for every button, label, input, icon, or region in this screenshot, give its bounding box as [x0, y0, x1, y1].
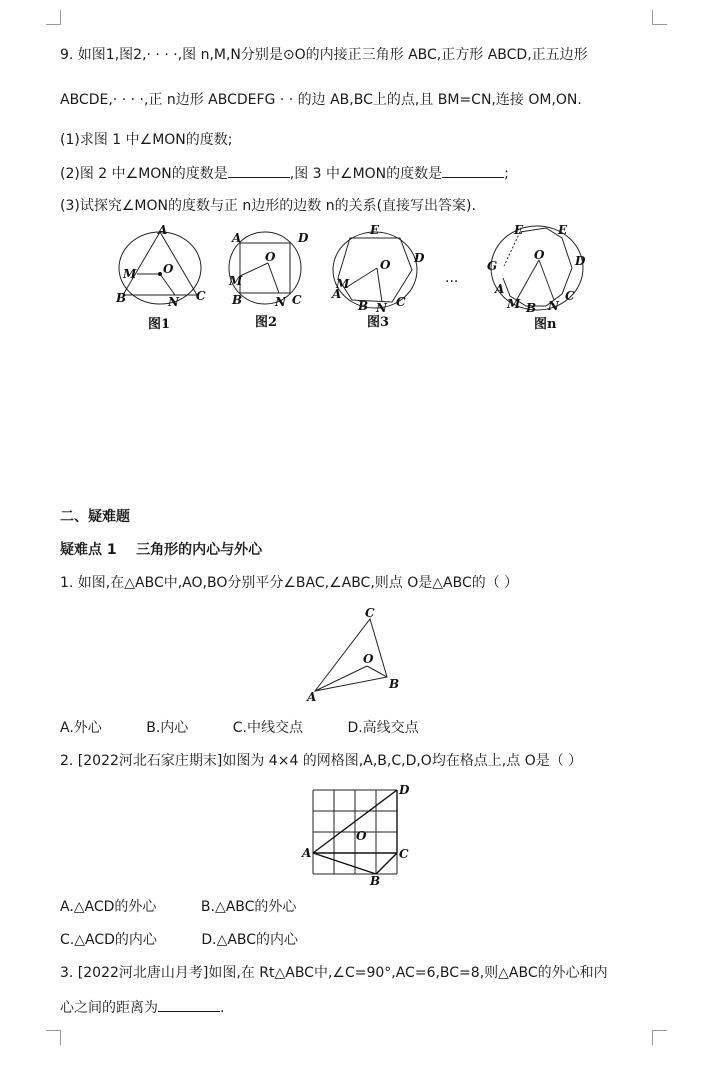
label-a: A [332, 287, 342, 301]
label-m: M [507, 297, 521, 311]
triangle-abc [123, 232, 197, 295]
option-d[interactable]: D.高线交点 [347, 720, 419, 736]
q2-figure [300, 780, 412, 886]
label-m: M [123, 267, 137, 281]
answer-blank[interactable] [442, 163, 504, 178]
q3-stem-text-b: . [220, 1000, 225, 1016]
q9-part3: (3)试探究∠MON的度数与正 n边形的边数 n的关系(直接写出答案). [60, 198, 476, 214]
label-g: G [487, 259, 498, 273]
label-n: N [376, 301, 387, 315]
segment-om [347, 268, 377, 287]
label-c: C [365, 606, 375, 620]
label-b: B [116, 291, 127, 305]
label-a: A [495, 282, 505, 296]
label-m: M [336, 277, 350, 291]
figure-caption: 图3 [367, 315, 390, 330]
label-c: C [565, 289, 575, 303]
label-a: A [302, 846, 312, 860]
label-o: O [356, 829, 367, 843]
segment-ao [315, 666, 367, 691]
label-a: A [232, 231, 242, 245]
q3-stem-line2 [60, 997, 224, 1018]
label-o: O [163, 262, 174, 276]
label-o: O [265, 250, 276, 264]
answer-blank[interactable] [228, 163, 290, 178]
label-b: B [232, 293, 243, 307]
q1-figure [305, 603, 410, 703]
option-a[interactable]: A.外心 [60, 720, 102, 736]
answer-blank[interactable] [158, 997, 220, 1012]
label-a: A [307, 690, 317, 703]
label-c: C [196, 289, 206, 303]
center-point [158, 272, 162, 276]
option-c[interactable]: C.中线交点 [232, 720, 303, 736]
label-d: D [399, 783, 410, 797]
q2-options-row2 [60, 930, 298, 950]
triangle-abc [315, 619, 387, 691]
segment-on [377, 268, 382, 302]
segment-on [539, 260, 554, 300]
figure-caption: 图2 [255, 315, 278, 330]
corner-mark-bottom-right [652, 1030, 667, 1045]
q9-part2-text-a: (2)图 2 中∠MON的度数是 [60, 166, 228, 182]
q9-part2 [60, 163, 509, 184]
corner-mark-top-left [46, 10, 61, 25]
label-m: M [229, 274, 243, 288]
figure-1 [110, 220, 210, 338]
segment-on [160, 274, 175, 295]
option-a[interactable]: A.△ACD的外心 [60, 899, 157, 915]
label-b: B [358, 299, 369, 313]
q1-options [60, 718, 419, 738]
label-n: N [275, 295, 286, 309]
difficulty-title: 疑难点 1 三角形的内心与外心 [60, 542, 263, 558]
section-title: 二、疑难题 [60, 509, 130, 525]
label-o: O [380, 258, 391, 272]
label-c: C [292, 293, 302, 307]
segment-on [268, 263, 279, 293]
label-d: D [414, 251, 425, 265]
option-b[interactable]: B.内心 [146, 720, 189, 736]
option-c[interactable]: C.△ACD的内心 [60, 932, 157, 948]
label-a: A [158, 223, 168, 237]
label-o: O [363, 652, 374, 666]
figure-n [482, 220, 597, 338]
label-d: D [298, 231, 309, 245]
q9-part1: (1)求图 1 中∠MON的度数; [60, 132, 233, 148]
label-b: B [370, 874, 381, 886]
q3-stem-text-a: 心之间的距离为 [60, 1000, 158, 1016]
pentagon [338, 238, 412, 302]
q2-stem: 2. [2022河北石家庄期末]如图为 4×4 的网格图,A,B,C,D,O均在格点上,点 O是（ ） [60, 753, 583, 769]
label-o: O [534, 248, 545, 262]
figure-3 [330, 220, 430, 338]
label-b: B [526, 301, 537, 315]
segment-ab [313, 853, 376, 874]
corner-mark-bottom-left [46, 1030, 61, 1045]
grid-4x4 [313, 790, 397, 874]
label-e2: E [558, 223, 568, 237]
label-c: C [396, 295, 406, 309]
label-d: D [575, 254, 586, 268]
segment-bc [376, 853, 397, 874]
polygon-sides [503, 228, 572, 306]
label-e: E [370, 223, 380, 237]
q9-part2-text-c: ; [504, 166, 509, 182]
segment-om [240, 263, 268, 276]
segment-om [516, 260, 539, 301]
q3-stem: 3. [2022河北唐山月考]如图,在 Rt△ABC中,∠C=90°,AC=6,BC=8,则△ABC的外心和内 [60, 965, 608, 981]
label-n: N [548, 299, 559, 313]
label-e: E [514, 223, 524, 237]
corner-mark-top-right [652, 10, 667, 25]
figure-2 [225, 220, 325, 338]
q9-stem-line2: ABCDE,· · · ·,正 n边形 ABCDEFG · · 的边 AB,BC上的点,且 BM=CN,连接 OM,ON. [60, 92, 582, 108]
q9-stem-line1: 9. 如图1,图2,· · · ·,图 n,M,N分别是⊙O的内接正三角形 ABC,正方形 ABCD,正五边形 [60, 47, 588, 63]
option-d[interactable]: D.△ABC的内心 [201, 932, 299, 948]
ellipsis: ··· [445, 274, 459, 290]
option-b[interactable]: B.△ABC的外心 [200, 899, 297, 915]
figure-caption: 图1 [148, 317, 171, 332]
q1-stem: 1. 如图,在△ABC中,AO,BO分别平分∠BAC,∠ABC,则点 O是△ABC的（ ） [60, 575, 519, 591]
figure-caption: 图n [534, 317, 557, 332]
q9-part2-text-b: ,图 3 中∠MON的度数是 [289, 166, 443, 182]
label-c: C [399, 847, 409, 861]
q2-options-row1 [60, 897, 296, 917]
label-n: N [168, 295, 179, 309]
label-b: B [389, 677, 400, 691]
